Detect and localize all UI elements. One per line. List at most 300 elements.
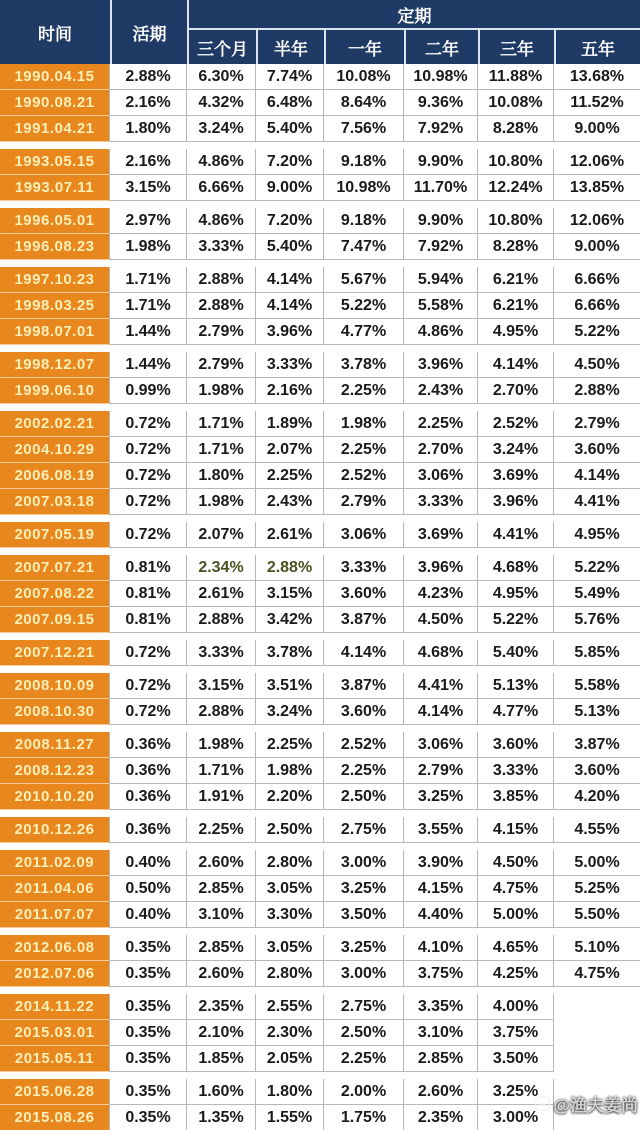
table-row: [0, 293, 640, 319]
rate-cell: 3.33%: [478, 758, 554, 784]
rate-cell: 3.00%: [324, 961, 404, 987]
rate-cell: 4.14%: [554, 463, 640, 489]
rate-cell: 7.20%: [256, 149, 324, 175]
rate-cell: 6.48%: [256, 90, 324, 116]
rate-cell: 8.64%: [324, 90, 404, 116]
rate-cell: 2.43%: [256, 489, 324, 515]
rate-cell: 2.07%: [256, 437, 324, 463]
rate-cell: 2.25%: [324, 437, 404, 463]
rate-cell: 0.35%: [110, 1046, 187, 1072]
rate-cell: 2.85%: [187, 876, 256, 902]
rate-cell: 1.80%: [256, 1079, 324, 1105]
rate-cell: 2.16%: [110, 149, 187, 175]
rate-cell: 4.10%: [404, 935, 478, 961]
rate-cell: 2.50%: [256, 817, 324, 843]
date-cell: 2007.12.21: [0, 640, 110, 666]
rate-cell: 3.85%: [478, 784, 554, 810]
rate-cell: 2.61%: [187, 581, 256, 607]
date-cell: 2015.06.28: [0, 1079, 110, 1105]
rate-cell: 3.24%: [478, 437, 554, 463]
rate-cell: 2.35%: [404, 1105, 478, 1130]
rate-cell: 5.22%: [554, 319, 640, 345]
rate-cell: 10.80%: [478, 149, 554, 175]
date-cell: 1996.05.01: [0, 208, 110, 234]
rate-cell: 3.33%: [404, 489, 478, 515]
table-row: [0, 208, 640, 234]
rate-cell: 3.96%: [478, 489, 554, 515]
rate-cell: 4.68%: [404, 640, 478, 666]
rate-cell: 1.35%: [187, 1105, 256, 1130]
rate-cell: 0.72%: [110, 522, 187, 548]
rate-cell: 10.80%: [478, 208, 554, 234]
rate-cell: 1.71%: [187, 437, 256, 463]
date-cell: 2012.06.08: [0, 935, 110, 961]
rate-cell: 11.70%: [404, 175, 478, 201]
rate-cell: [554, 1020, 640, 1046]
rate-cell: 3.00%: [478, 1105, 554, 1130]
rate-cell: 3.51%: [256, 673, 324, 699]
rate-cell: 3.87%: [324, 607, 404, 633]
rate-cell: 5.00%: [554, 850, 640, 876]
rate-cell: 3.96%: [404, 352, 478, 378]
rate-cell: 4.77%: [478, 699, 554, 725]
table-row: [0, 64, 640, 90]
rate-cell: 3.55%: [404, 817, 478, 843]
date-cell: 1998.03.25: [0, 293, 110, 319]
rate-cell: 3.10%: [404, 1020, 478, 1046]
rate-cell: 3.60%: [554, 758, 640, 784]
rate-cell: 8.28%: [478, 116, 554, 142]
rate-cell: 3.15%: [256, 581, 324, 607]
date-cell: 1998.07.01: [0, 319, 110, 345]
rate-cell: 2.25%: [187, 817, 256, 843]
rate-cell: 3.25%: [324, 876, 404, 902]
rate-cell: 3.06%: [404, 463, 478, 489]
rate-cell: [554, 994, 640, 1020]
rate-cell: 0.81%: [110, 581, 187, 607]
rate-cell: 1.98%: [110, 234, 187, 260]
rate-cell: 0.40%: [110, 850, 187, 876]
rate-cell: 2.50%: [324, 784, 404, 810]
rate-cell: 2.16%: [256, 378, 324, 404]
rate-cell: 4.86%: [187, 208, 256, 234]
date-cell: 1997.10.23: [0, 267, 110, 293]
table-row: [0, 234, 640, 260]
rate-cell: 12.24%: [478, 175, 554, 201]
rate-cell: 4.20%: [554, 784, 640, 810]
date-cell: 2007.07.21: [0, 555, 110, 581]
table-row: [0, 1020, 640, 1046]
rate-cell: 10.98%: [404, 64, 478, 90]
table-row: [0, 1105, 640, 1130]
date-cell: 2012.07.06: [0, 961, 110, 987]
rate-cell: 4.65%: [478, 935, 554, 961]
table-row: [0, 673, 640, 699]
rate-cell: 11.52%: [554, 90, 640, 116]
table-row: [0, 90, 640, 116]
rate-cell: 2.20%: [256, 784, 324, 810]
rate-cell: 0.72%: [110, 463, 187, 489]
rate-cell: 1.85%: [187, 1046, 256, 1072]
rate-cell: 4.68%: [478, 555, 554, 581]
rate-cell: 3.78%: [256, 640, 324, 666]
rate-cell: 4.15%: [478, 817, 554, 843]
rate-cell: 1.98%: [187, 489, 256, 515]
table-row: [0, 640, 640, 666]
rate-cell: 2.25%: [324, 378, 404, 404]
header-term-6m: 半年: [256, 30, 324, 64]
rate-cell: 12.06%: [554, 208, 640, 234]
table-row: [0, 267, 640, 293]
header-term-3m: 三个月: [187, 30, 256, 64]
rate-cell: 3.33%: [256, 352, 324, 378]
rate-cell: 4.14%: [404, 699, 478, 725]
rate-cell: 2.79%: [554, 411, 640, 437]
date-cell: 2008.11.27: [0, 732, 110, 758]
rate-cell: 2.79%: [187, 352, 256, 378]
rate-cell: 3.60%: [324, 699, 404, 725]
rate-cell: 5.13%: [478, 673, 554, 699]
date-cell: 2002.02.21: [0, 411, 110, 437]
rate-cell: 1.98%: [187, 732, 256, 758]
rate-cell: 4.41%: [478, 522, 554, 548]
rate-cell: 2.34%: [187, 555, 256, 581]
rate-cell: 5.50%: [554, 902, 640, 928]
rate-cell: 4.95%: [478, 319, 554, 345]
date-cell: 2008.12.23: [0, 758, 110, 784]
rate-cell: 2.10%: [187, 1020, 256, 1046]
rate-cell: 0.50%: [110, 876, 187, 902]
rate-cell: 9.18%: [324, 149, 404, 175]
rate-cell: 4.77%: [324, 319, 404, 345]
rate-cell: 5.13%: [554, 699, 640, 725]
rate-cell: 2.88%: [187, 607, 256, 633]
rate-cell: 0.81%: [110, 555, 187, 581]
date-cell: 2006.08.19: [0, 463, 110, 489]
rate-cell: 2.25%: [324, 1046, 404, 1072]
rate-cell: 2.35%: [187, 994, 256, 1020]
rate-cell: 10.08%: [324, 64, 404, 90]
table-row: [0, 699, 640, 725]
rate-cell: 0.72%: [110, 673, 187, 699]
rate-cell: 3.30%: [256, 902, 324, 928]
rate-cell: 4.00%: [478, 994, 554, 1020]
header-time: 时间: [38, 24, 72, 44]
rate-cell: 0.36%: [110, 817, 187, 843]
date-cell: 2011.04.06: [0, 876, 110, 902]
table-row: [0, 850, 640, 876]
rate-cell: 1.80%: [110, 116, 187, 142]
rate-cell: 0.72%: [110, 437, 187, 463]
rate-cell: 5.40%: [256, 234, 324, 260]
rate-cell: 4.14%: [478, 352, 554, 378]
watermark-text: @渔夫姜尚: [553, 1096, 638, 1115]
table-row: [0, 463, 640, 489]
date-cell: 2007.05.19: [0, 522, 110, 548]
date-cell: 1998.12.07: [0, 352, 110, 378]
rate-cell: 4.25%: [478, 961, 554, 987]
table-body: [0, 64, 640, 1130]
date-cell: 1999.06.10: [0, 378, 110, 404]
rate-cell: 2.97%: [110, 208, 187, 234]
rate-cell: 2.60%: [187, 961, 256, 987]
table-row: [0, 607, 640, 633]
rate-cell: 1.44%: [110, 352, 187, 378]
date-cell: 2015.05.11: [0, 1046, 110, 1072]
date-cell: 2015.03.01: [0, 1020, 110, 1046]
rate-cell: 2.88%: [187, 293, 256, 319]
rate-cell: 3.05%: [256, 935, 324, 961]
rate-cell: 0.72%: [110, 699, 187, 725]
rate-cell: 3.35%: [404, 994, 478, 1020]
rate-cell: 5.25%: [554, 876, 640, 902]
rate-cell: 1.98%: [187, 378, 256, 404]
table-header: [0, 0, 640, 64]
rate-cell: 4.15%: [404, 876, 478, 902]
rate-cell: 2.79%: [187, 319, 256, 345]
rate-cell: 5.40%: [478, 640, 554, 666]
rate-cell: 4.40%: [404, 902, 478, 928]
rate-cell: 2.52%: [478, 411, 554, 437]
rate-cell: 4.23%: [404, 581, 478, 607]
table-row: [0, 149, 640, 175]
header-term-5y: 五年: [554, 30, 640, 64]
rate-cell: 13.85%: [554, 175, 640, 201]
rate-cell: 0.72%: [110, 489, 187, 515]
rate-cell: 5.40%: [256, 116, 324, 142]
rate-cell: 4.14%: [256, 293, 324, 319]
table-row: [0, 876, 640, 902]
rate-cell: 3.25%: [478, 1079, 554, 1105]
header-term-2y: 二年: [404, 30, 478, 64]
rate-cell: 3.00%: [324, 850, 404, 876]
rate-cell: 5.58%: [404, 293, 478, 319]
table-row: [0, 522, 640, 548]
rate-cell: 2.88%: [110, 64, 187, 90]
rate-cell: 8.28%: [478, 234, 554, 260]
rate-cell: 2.55%: [256, 994, 324, 1020]
rate-cell: 0.36%: [110, 758, 187, 784]
rate-cell: 9.00%: [554, 234, 640, 260]
rate-cell: 1.89%: [256, 411, 324, 437]
rate-cell: 2.88%: [554, 378, 640, 404]
rate-cell: 3.50%: [324, 902, 404, 928]
table-row: [0, 758, 640, 784]
rate-cell: 0.35%: [110, 1020, 187, 1046]
rate-cell: 1.98%: [324, 411, 404, 437]
date-cell: 2007.08.22: [0, 581, 110, 607]
rate-cell: 3.96%: [256, 319, 324, 345]
rate-cell: 3.33%: [324, 555, 404, 581]
rate-cell: 12.06%: [554, 149, 640, 175]
header-fixed-group: 定期: [187, 0, 640, 30]
rate-cell: 7.47%: [324, 234, 404, 260]
rate-cell: 4.75%: [478, 876, 554, 902]
rate-cell: 9.36%: [404, 90, 478, 116]
table-row: [0, 581, 640, 607]
rate-cell: 0.40%: [110, 902, 187, 928]
date-cell: 1993.05.15: [0, 149, 110, 175]
rate-cell: 4.32%: [187, 90, 256, 116]
rate-cell: 6.21%: [478, 293, 554, 319]
rate-cell: 2.50%: [324, 1020, 404, 1046]
rate-cell: 2.52%: [324, 463, 404, 489]
date-cell: 1990.08.21: [0, 90, 110, 116]
rate-cell: 9.18%: [324, 208, 404, 234]
rate-cell: 2.85%: [404, 1046, 478, 1072]
rate-cell: 3.60%: [478, 732, 554, 758]
table-row: [0, 352, 640, 378]
rate-cell: 3.90%: [404, 850, 478, 876]
rate-cell: 4.95%: [478, 581, 554, 607]
table-row: [0, 902, 640, 928]
rate-cell: 1.71%: [187, 758, 256, 784]
rate-cell: 1.71%: [110, 267, 187, 293]
date-cell: 2010.10.20: [0, 784, 110, 810]
rate-cell: 1.80%: [187, 463, 256, 489]
date-cell: 1996.08.23: [0, 234, 110, 260]
rate-cell: 2.05%: [256, 1046, 324, 1072]
rate-cell: 6.30%: [187, 64, 256, 90]
rate-cell: 9.00%: [256, 175, 324, 201]
rate-cell: 3.15%: [187, 673, 256, 699]
rate-cell: 10.08%: [478, 90, 554, 116]
rate-cell: 0.81%: [110, 607, 187, 633]
rate-cell: 2.80%: [256, 850, 324, 876]
rate-cell: 1.71%: [110, 293, 187, 319]
rate-cell: [554, 1079, 640, 1105]
rate-cell: 2.75%: [324, 817, 404, 843]
rate-cell: 3.69%: [478, 463, 554, 489]
rate-cell: 3.25%: [324, 935, 404, 961]
rate-cell: 0.72%: [110, 640, 187, 666]
table-row: [0, 994, 640, 1020]
rate-cell: 3.33%: [187, 640, 256, 666]
table-row: [0, 175, 640, 201]
rate-cell: 2.61%: [256, 522, 324, 548]
rate-cell: 2.88%: [187, 699, 256, 725]
header-demand: 活期: [110, 0, 187, 64]
rate-cell: 3.15%: [110, 175, 187, 201]
table-row: [0, 378, 640, 404]
rate-cell: 1.60%: [187, 1079, 256, 1105]
rate-cell: 2.60%: [404, 1079, 478, 1105]
rate-cell: 3.42%: [256, 607, 324, 633]
rate-cell: 2.60%: [187, 850, 256, 876]
table-row: [0, 1046, 640, 1072]
rate-cell: 3.75%: [478, 1020, 554, 1046]
rate-cell: 9.00%: [554, 116, 640, 142]
rate-cell: 2.80%: [256, 961, 324, 987]
date-cell: 2008.10.30: [0, 699, 110, 725]
rate-cell: 3.69%: [404, 522, 478, 548]
rate-cell: 2.25%: [324, 758, 404, 784]
rate-cell: 4.41%: [554, 489, 640, 515]
rate-cell: 2.25%: [256, 732, 324, 758]
table-row: [0, 116, 640, 142]
date-cell: 2015.08.26: [0, 1105, 110, 1130]
rate-cell: 6.66%: [554, 267, 640, 293]
rate-cell: 2.16%: [110, 90, 187, 116]
rate-cell: 4.50%: [554, 352, 640, 378]
rate-cell: 4.50%: [404, 607, 478, 633]
rate-cell: 3.25%: [404, 784, 478, 810]
table-row: [0, 489, 640, 515]
rate-cell: 4.86%: [404, 319, 478, 345]
table-row: [0, 1079, 640, 1105]
date-cell: 2010.12.26: [0, 817, 110, 843]
rate-cell: 3.24%: [187, 116, 256, 142]
table-row: [0, 555, 640, 581]
rate-cell: 5.94%: [404, 267, 478, 293]
rate-cell: 3.87%: [554, 732, 640, 758]
rate-cell: 7.74%: [256, 64, 324, 90]
rate-cell: 5.58%: [554, 673, 640, 699]
rate-cell: 10.98%: [324, 175, 404, 201]
rate-cell: 5.22%: [324, 293, 404, 319]
date-cell: 2011.07.07: [0, 902, 110, 928]
header-term-3y: 三年: [478, 30, 554, 64]
table-row: [0, 784, 640, 810]
rate-cell: 4.75%: [554, 961, 640, 987]
rate-cell: 2.07%: [187, 522, 256, 548]
date-cell: 1991.04.21: [0, 116, 110, 142]
rate-cell: [554, 1046, 640, 1072]
table-row: [0, 817, 640, 843]
rate-cell: 7.20%: [256, 208, 324, 234]
rate-cell: 1.71%: [187, 411, 256, 437]
rate-cell: 0.35%: [110, 935, 187, 961]
date-cell: 2008.10.09: [0, 673, 110, 699]
table-row: [0, 319, 640, 345]
rate-cell: 7.56%: [324, 116, 404, 142]
rate-cell: 2.70%: [404, 437, 478, 463]
rate-cell: 6.66%: [187, 175, 256, 201]
rate-cell: 3.60%: [324, 581, 404, 607]
date-cell: 2011.02.09: [0, 850, 110, 876]
rate-cell: 3.24%: [256, 699, 324, 725]
rate-cell: 2.25%: [256, 463, 324, 489]
rate-cell: 1.44%: [110, 319, 187, 345]
rate-cell: 3.10%: [187, 902, 256, 928]
rate-cell: 3.87%: [324, 673, 404, 699]
rate-cell: 2.43%: [404, 378, 478, 404]
rate-cell: 2.25%: [404, 411, 478, 437]
rate-cell: 0.35%: [110, 994, 187, 1020]
rate-cell: 3.60%: [554, 437, 640, 463]
rate-cell: 3.50%: [478, 1046, 554, 1072]
table-row: [0, 935, 640, 961]
rate-cell: 2.70%: [478, 378, 554, 404]
date-cell: 1990.04.15: [0, 64, 110, 90]
rate-cell: 5.22%: [478, 607, 554, 633]
rate-cell: 0.36%: [110, 784, 187, 810]
rate-cell: 5.49%: [554, 581, 640, 607]
rate-cell: 4.14%: [256, 267, 324, 293]
rate-cell: 3.33%: [187, 234, 256, 260]
rate-cell: 4.55%: [554, 817, 640, 843]
rate-cell: 3.96%: [404, 555, 478, 581]
header-term-1y: 一年: [324, 30, 404, 64]
rate-cell: 9.90%: [404, 208, 478, 234]
rate-cell: 1.91%: [187, 784, 256, 810]
date-cell: 2014.11.22: [0, 994, 110, 1020]
rate-cell: 2.30%: [256, 1020, 324, 1046]
rate-cell: 4.86%: [187, 149, 256, 175]
rate-cell: 6.21%: [478, 267, 554, 293]
rate-cell: 0.35%: [110, 1105, 187, 1130]
rate-cell: 1.98%: [256, 758, 324, 784]
